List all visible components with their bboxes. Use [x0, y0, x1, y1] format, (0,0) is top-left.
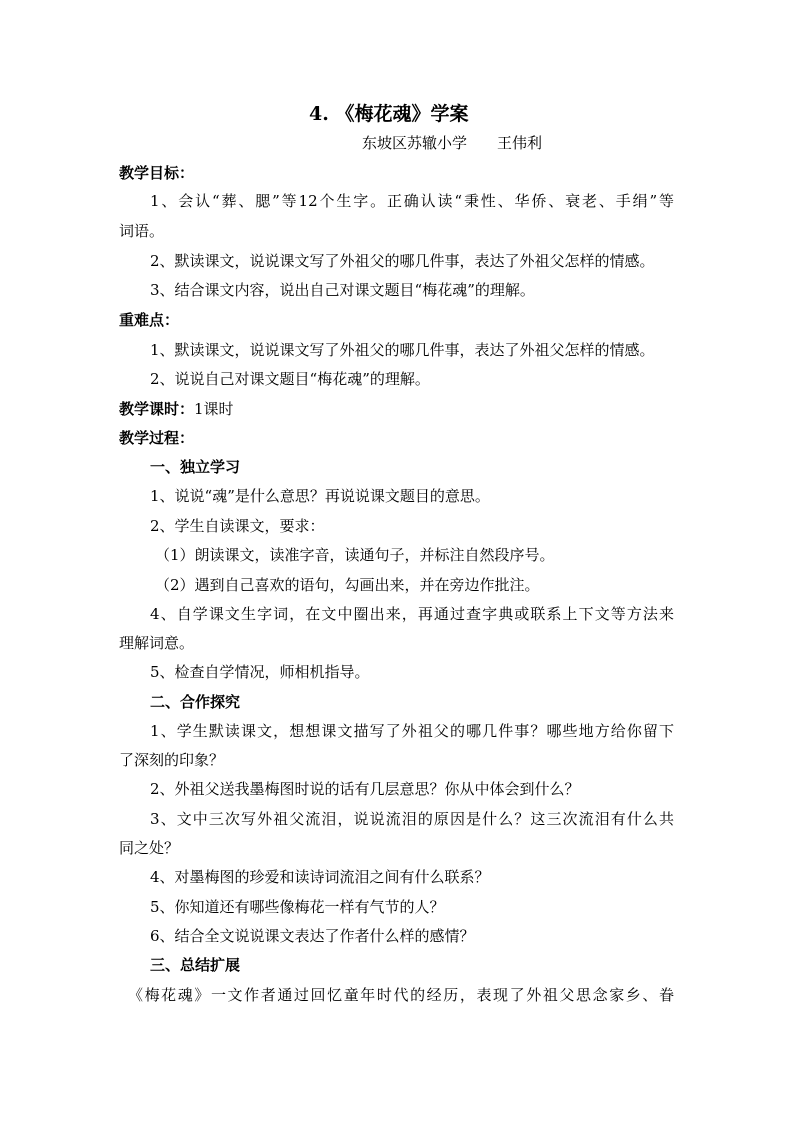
section-heading: 一、独立学习	[150, 458, 241, 476]
page-title: 4. 《梅花魂》学案	[309, 103, 469, 125]
objective-item: 3、结合课文内容，说出自己对课文题目“梅花魂”的理解。	[150, 281, 535, 299]
key-point-item: 1、默读课文，说说课文写了外祖父的哪几件事，表达了外祖父怎样的情感。	[150, 341, 655, 359]
list-item: 3、文中三次写外祖父流泪，说说流泪的原因是什么？这三次流泪有什么共	[150, 810, 674, 828]
class-hours	[119, 399, 679, 419]
key-point-item: 2、说说自己对课文题目“梅花魂”的理解。	[150, 370, 430, 388]
byline-author: 王伟利	[497, 134, 543, 152]
objective-item: 1、会认“葬、腮”等12个生字。正确认读“秉性、华侨、衰老、手绢”等	[150, 192, 674, 210]
list-item: 2、学生自读课文，要求：	[150, 517, 325, 535]
byline	[362, 133, 794, 153]
section-heading: 三、总结扩展	[150, 956, 241, 974]
byline-school: 东坡区苏辙小学	[362, 134, 468, 152]
objectives-heading: 教学目标：	[119, 164, 195, 182]
list-item-continued: 同之处？	[119, 839, 180, 857]
list-item-continued: 理解词意。	[119, 634, 195, 652]
objective-item-continued: 词语。	[119, 222, 165, 240]
objective-item: 2、默读课文，说说课文写了外祖父的哪几件事，表达了外祖父怎样的情感。	[150, 252, 655, 270]
list-item: （1）朗读课文，读准字音，读通句子，并标注自然段序号。	[155, 546, 555, 564]
class-hours-value: 1课时	[194, 400, 234, 418]
paragraph: 《梅花魂》一文作者通过回忆童年时代的经历，表现了外祖父思念家乡、眷	[128, 986, 674, 1004]
list-item: 5、你知道还有哪些像梅花一样有气节的人？	[150, 898, 445, 916]
list-item: 2、外祖父送我墨梅图时说的话有几层意思？你从中体会到什么？	[150, 780, 580, 798]
list-item-continued: 了深刻的印象？	[119, 751, 225, 769]
list-item: 1、学生默读课文，想想课文描写了外祖父的哪几件事？哪些地方给你留下	[150, 722, 674, 740]
list-item: 4、自学课文生字词，在文中圈出来，再通过查字典或联系上下文等方法来	[150, 605, 674, 623]
list-item: 6、结合全文说说课文表达了作者什么样的感情？	[150, 927, 475, 945]
key-points-heading: 重难点：	[119, 311, 180, 329]
class-hours-label: 教学课时：	[119, 400, 195, 418]
process-heading: 教学过程：	[119, 429, 195, 447]
list-item: 4、对墨梅图的珍爱和读诗词流泪之间有什么联系？	[150, 868, 490, 886]
list-item: （2）遇到自己喜欢的语句，勾画出来，并在旁边作批注。	[155, 576, 540, 594]
list-item: 1、说说“魂”是什么意思？再说说课文题目的意思。	[150, 487, 490, 505]
list-item: 5、检查自学情况，师相机指导。	[150, 663, 370, 681]
section-heading: 二、合作探究	[150, 693, 241, 711]
